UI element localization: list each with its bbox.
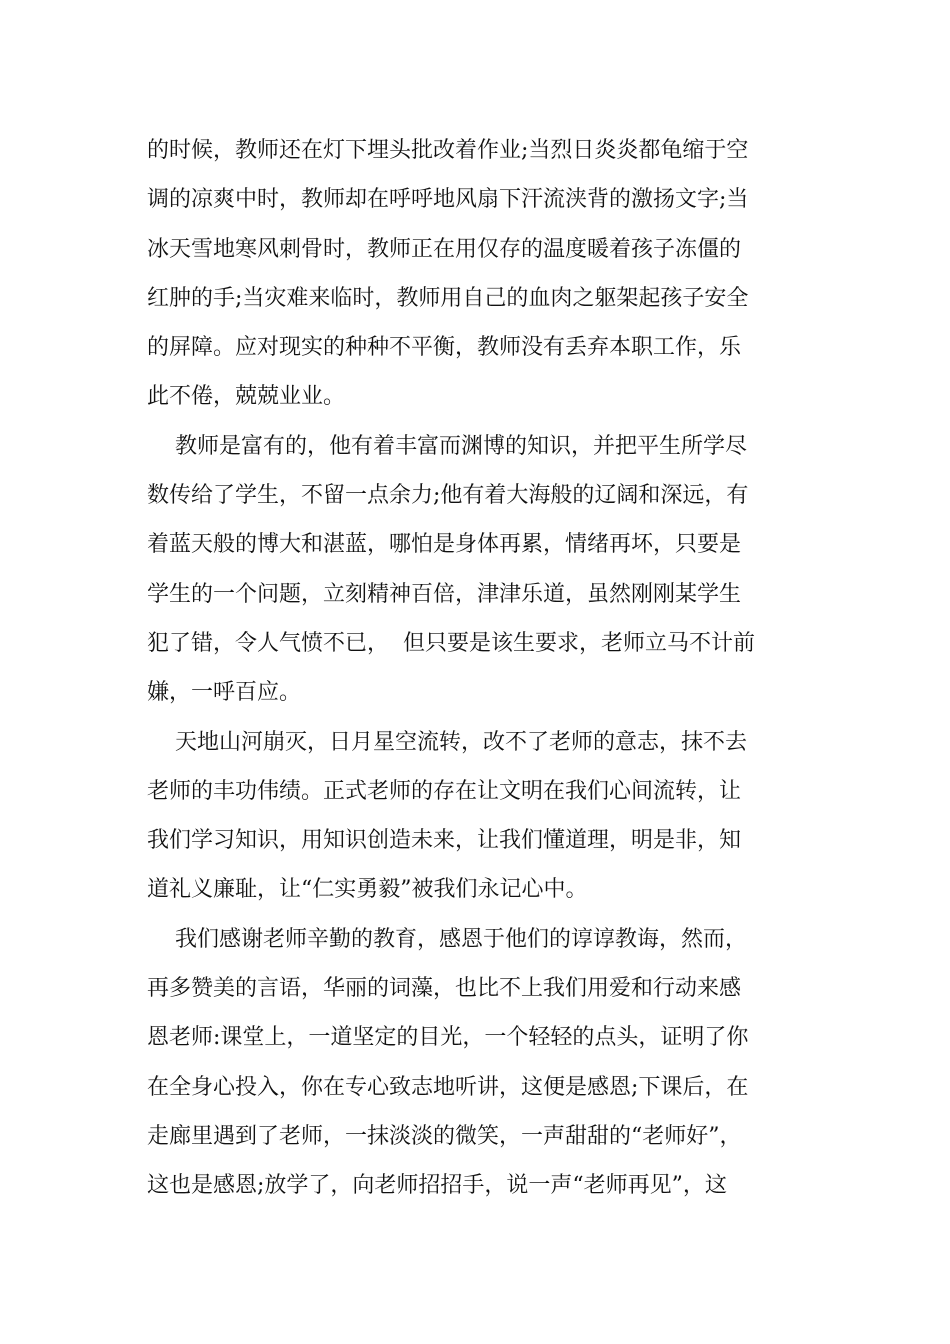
text-line: 红肿的手;当灾难来临时，教师用自己的血肉之躯架起孩子安全	[147, 285, 749, 311]
text-line: 的时候，教师还在灯下埋头批改着作业;当烈日炎炎都龟缩于空	[147, 138, 749, 163]
text-line: 老师的丰功伟绩。正式老师的存在让文明在我们心间流转，让	[147, 778, 742, 804]
text-line: 教师是富有的，他有着丰富而渊博的知识，并把平生所学尽	[147, 433, 747, 459]
text-line: 在全身心投入，你在专心致志地听讲，这便是感恩;下课后，在	[147, 1074, 749, 1100]
text-line: 嫌，一呼百应。	[147, 680, 302, 706]
text-line: 再多赞美的言语，华丽的词藻，也比不上我们用爱和行动来感	[147, 976, 742, 1002]
text-line: 我们感谢老师辛勤的教育，感恩于他们的谆谆教诲，然而，	[147, 926, 747, 952]
text-line: 调的凉爽中时，教师却在呼呼地风扇下汗流浃背的激扬文字;当	[147, 187, 749, 213]
body-text	[147, 126, 807, 1211]
text-line: 天地山河崩灭，日月星空流转，改不了老师的意志，抹不去	[147, 729, 747, 755]
text-line: 此不倦，兢兢业业。	[147, 384, 346, 410]
text-line: 道礼义廉耻，让“仁实勇毅”被我们永记心中。	[147, 877, 588, 903]
text-line: 犯了错，令人气愤不已， 但只要是该生要求，老师立马不计前	[147, 630, 755, 656]
text-line: 恩老师:课堂上，一道坚定的目光，一个轻轻的点头，证明了你	[147, 1025, 749, 1051]
text-line: 学生的一个问题，立刻精神百倍，津津乐道，虽然刚刚某学生	[147, 581, 742, 607]
text-line: 的屏障。应对现实的种种不平衡，教师没有丢弃本职工作，乐	[147, 335, 742, 361]
text-line: 冰天雪地寒风刺骨时，教师正在用仅存的温度暖着孩子冻僵的	[147, 236, 742, 262]
text-line: 这也是感恩;放学了，向老师招招手，说一声“老师再见”，这	[147, 1173, 727, 1199]
text-line: 着蓝天般的博大和湛蓝，哪怕是身体再累，情绪再坏，只要是	[147, 532, 742, 558]
text-line: 我们学习知识，用知识创造未来，让我们懂道理，明是非，知	[147, 828, 742, 854]
text-line: 数传给了学生，不留一点余力;他有着大海般的辽阔和深远，有	[147, 483, 749, 509]
text-line: 走廊里遇到了老师，一抹淡淡的微笑，一声甜甜的“老师好”，	[147, 1123, 742, 1149]
